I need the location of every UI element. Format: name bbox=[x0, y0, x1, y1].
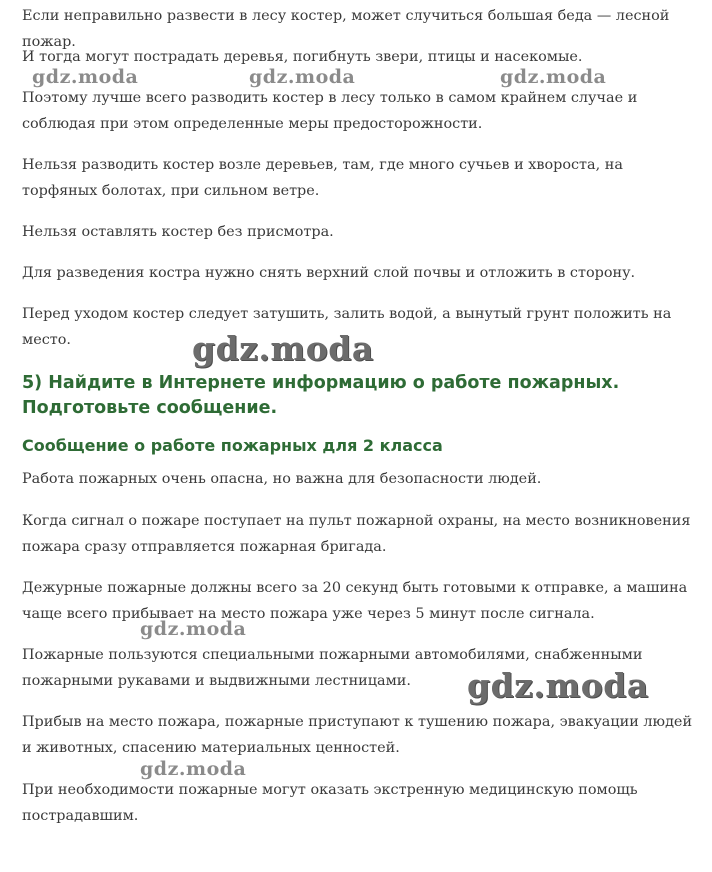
paragraph-duty: Дежурные пожарные должны всего за 20 секунд быть готовыми к отправке, а машина чаще всего прибывает на место пожара уже через 5 минут после сигнала. bbox=[22, 580, 688, 622]
paragraph-soil: Для разведения костра нужно снять верхний слой почвы и отложить в сторону. bbox=[22, 265, 636, 281]
paragraph-danger: Работа пожарных очень опасна, но важна для безопасности людей. bbox=[22, 471, 542, 487]
watermark: gdz.moda bbox=[32, 66, 139, 88]
watermark: gdz.moda bbox=[500, 66, 607, 88]
sub-heading: Сообщение о работе пожарных для 2 класса bbox=[22, 436, 443, 455]
paragraph-signal: Когда сигнал о пожаре поступает на пульт пожарной охраны, на место возникновения пожара сразу отправляется пожарная бригада. bbox=[22, 513, 691, 555]
task-heading: 5) Найдите в Интернете информацию о работе пожарных. Подготовьте сообщение. bbox=[22, 373, 620, 418]
watermark: gdz.moda bbox=[467, 666, 649, 705]
watermark: gdz.moda bbox=[249, 66, 356, 88]
watermark: gdz.moda bbox=[192, 329, 374, 368]
paragraph-medical: При необходимости пожарные могут оказать экстренную медицинскую помощь пострадавшим. bbox=[22, 782, 638, 824]
paragraph-extinguish: Перед уходом костер следует затушить, залить водой, а вынутый грунт положить на место. bbox=[22, 306, 672, 348]
paragraph-damage: И тогда могут пострадать деревья, погибнуть звери, птицы и насекомые. bbox=[22, 49, 583, 65]
watermark: gdz.moda bbox=[140, 758, 247, 780]
paragraph-where-not: Нельзя разводить костер возле деревьев, там, где много сучьев и хвороста, на торфяных болотах, при сильном ветре. bbox=[22, 157, 623, 199]
paragraph-vehicles: Пожарные пользуются специальными пожарными автомобилями, снабженными пожарными рукавами и выдвижными лестницами. bbox=[22, 647, 643, 689]
paragraph-unattended: Нельзя оставлять костер без присмотра. bbox=[22, 224, 334, 240]
paragraph-arrival: Прибыв на место пожара, пожарные приступают к тушению пожара, эвакуации людей и животных, спасению материальных ценностей. bbox=[22, 714, 693, 756]
watermark: gdz.moda bbox=[140, 618, 247, 640]
paragraph-precautions: Поэтому лучше всего разводить костер в лесу только в самом крайнем случае и соблюдая при этом определенные меры предосторожности. bbox=[22, 90, 638, 132]
paragraph-forest-fire: Если неправильно развести в лесу костер, может случиться большая беда — лесной пожар. bbox=[22, 8, 670, 50]
